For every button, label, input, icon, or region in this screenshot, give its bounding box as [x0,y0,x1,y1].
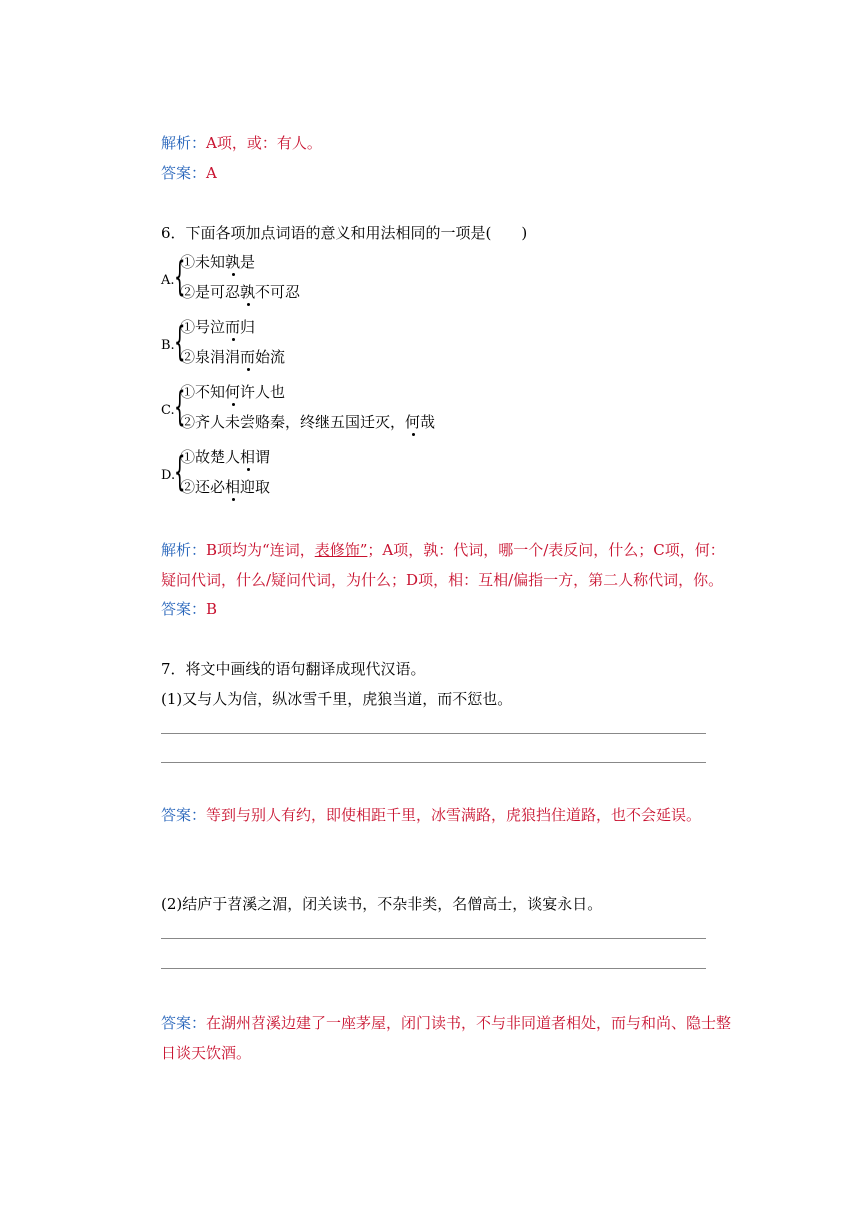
option-label: A. [161,273,175,288]
option-label: D. [161,468,176,483]
q7-answer1 [161,805,701,825]
q7-sub2: (2)结庐于苕溪之湄，闭关读书，不杂非类，名僧高士，谈宴永日。 [161,895,603,913]
q7-stem: 7．将文中画线的语句翻译成现代汉语。 [161,660,426,678]
option-line-2: ②还必相迎取 [180,478,271,496]
dotted-word: 而 [240,348,256,366]
answer-label: 答案： [161,1014,207,1032]
dotted-word: 孰 [240,283,256,301]
option-line-1: ①号泣而归 [180,318,256,336]
underlined-text: 表修饰” [314,541,368,559]
brace-icon: { [174,254,186,300]
dotted-word: 何 [225,383,241,401]
answer-text: A [206,164,217,182]
answer-text: 在湖州苕溪边建了一座茅屋，闭门读书，不与非同道者相处，而与和尚、隐士整 [206,1014,732,1032]
answer-line [161,938,706,939]
q7-answer2-line-1 [161,1013,731,1033]
q6-stem: 6．下面各项加点词语的意义和用法相同的一项是( ) [161,224,528,242]
answer-label: 答案： [161,600,207,618]
q6-answer [161,599,217,619]
q7-answer2-line-2: 日谈天饮酒。 [161,1044,252,1062]
option-line-2: ②泉涓涓而始流 [180,348,286,366]
answer-line [161,733,706,734]
q6-analysis-line-1: 解析：B项均为“连词，表修饰”；A项，孰：代词，哪一个/表反问，什么；C项，何： [161,541,725,559]
dotted-word: 孰 [225,253,241,271]
analysis-label: 解析： [161,134,207,152]
option-label: B. [161,338,175,353]
dotted-word: 何 [405,413,421,431]
answer-line [161,762,706,763]
answer-label: 答案： [161,164,207,182]
q7-sub1: (1)又与人为信，纵冰雪千里，虎狼当道，而不愆也。 [161,690,513,708]
option-line-1: ①故楚人相谓 [180,448,271,466]
analysis-label: 解析： [161,541,207,559]
q5-answer [161,163,217,183]
analysis-text: A项，或：有人。 [206,134,322,152]
q6-analysis-line-2: 疑问代词，什么/疑问代词，为什么；D项，相：互相/偏指一方，第二人称代词，你。 [161,571,724,589]
brace-icon: { [174,449,186,495]
answer-text: 等到与别人有约，即使相距千里，冰雪满路，虎狼挡住道路，也不会延误。 [206,806,702,824]
option-line-2: ②齐人未尝赂秦，终继五国迁灭，何哉 [180,413,436,431]
brace-icon: { [174,319,186,365]
answer-label: 答案： [161,806,207,824]
option-line-1: ①未知孰是 [180,253,256,271]
brace-icon: { [174,384,186,430]
answer-text: B [206,600,218,618]
option-label: C. [161,403,175,418]
dotted-word: 相 [225,478,241,496]
q5-analysis [161,133,322,153]
option-line-1: ①不知何许人也 [180,383,286,401]
dotted-word: 相 [240,448,256,466]
answer-line [161,968,706,969]
option-line-2: ②是可忍孰不可忍 [180,283,301,301]
dotted-word: 而 [225,318,241,336]
